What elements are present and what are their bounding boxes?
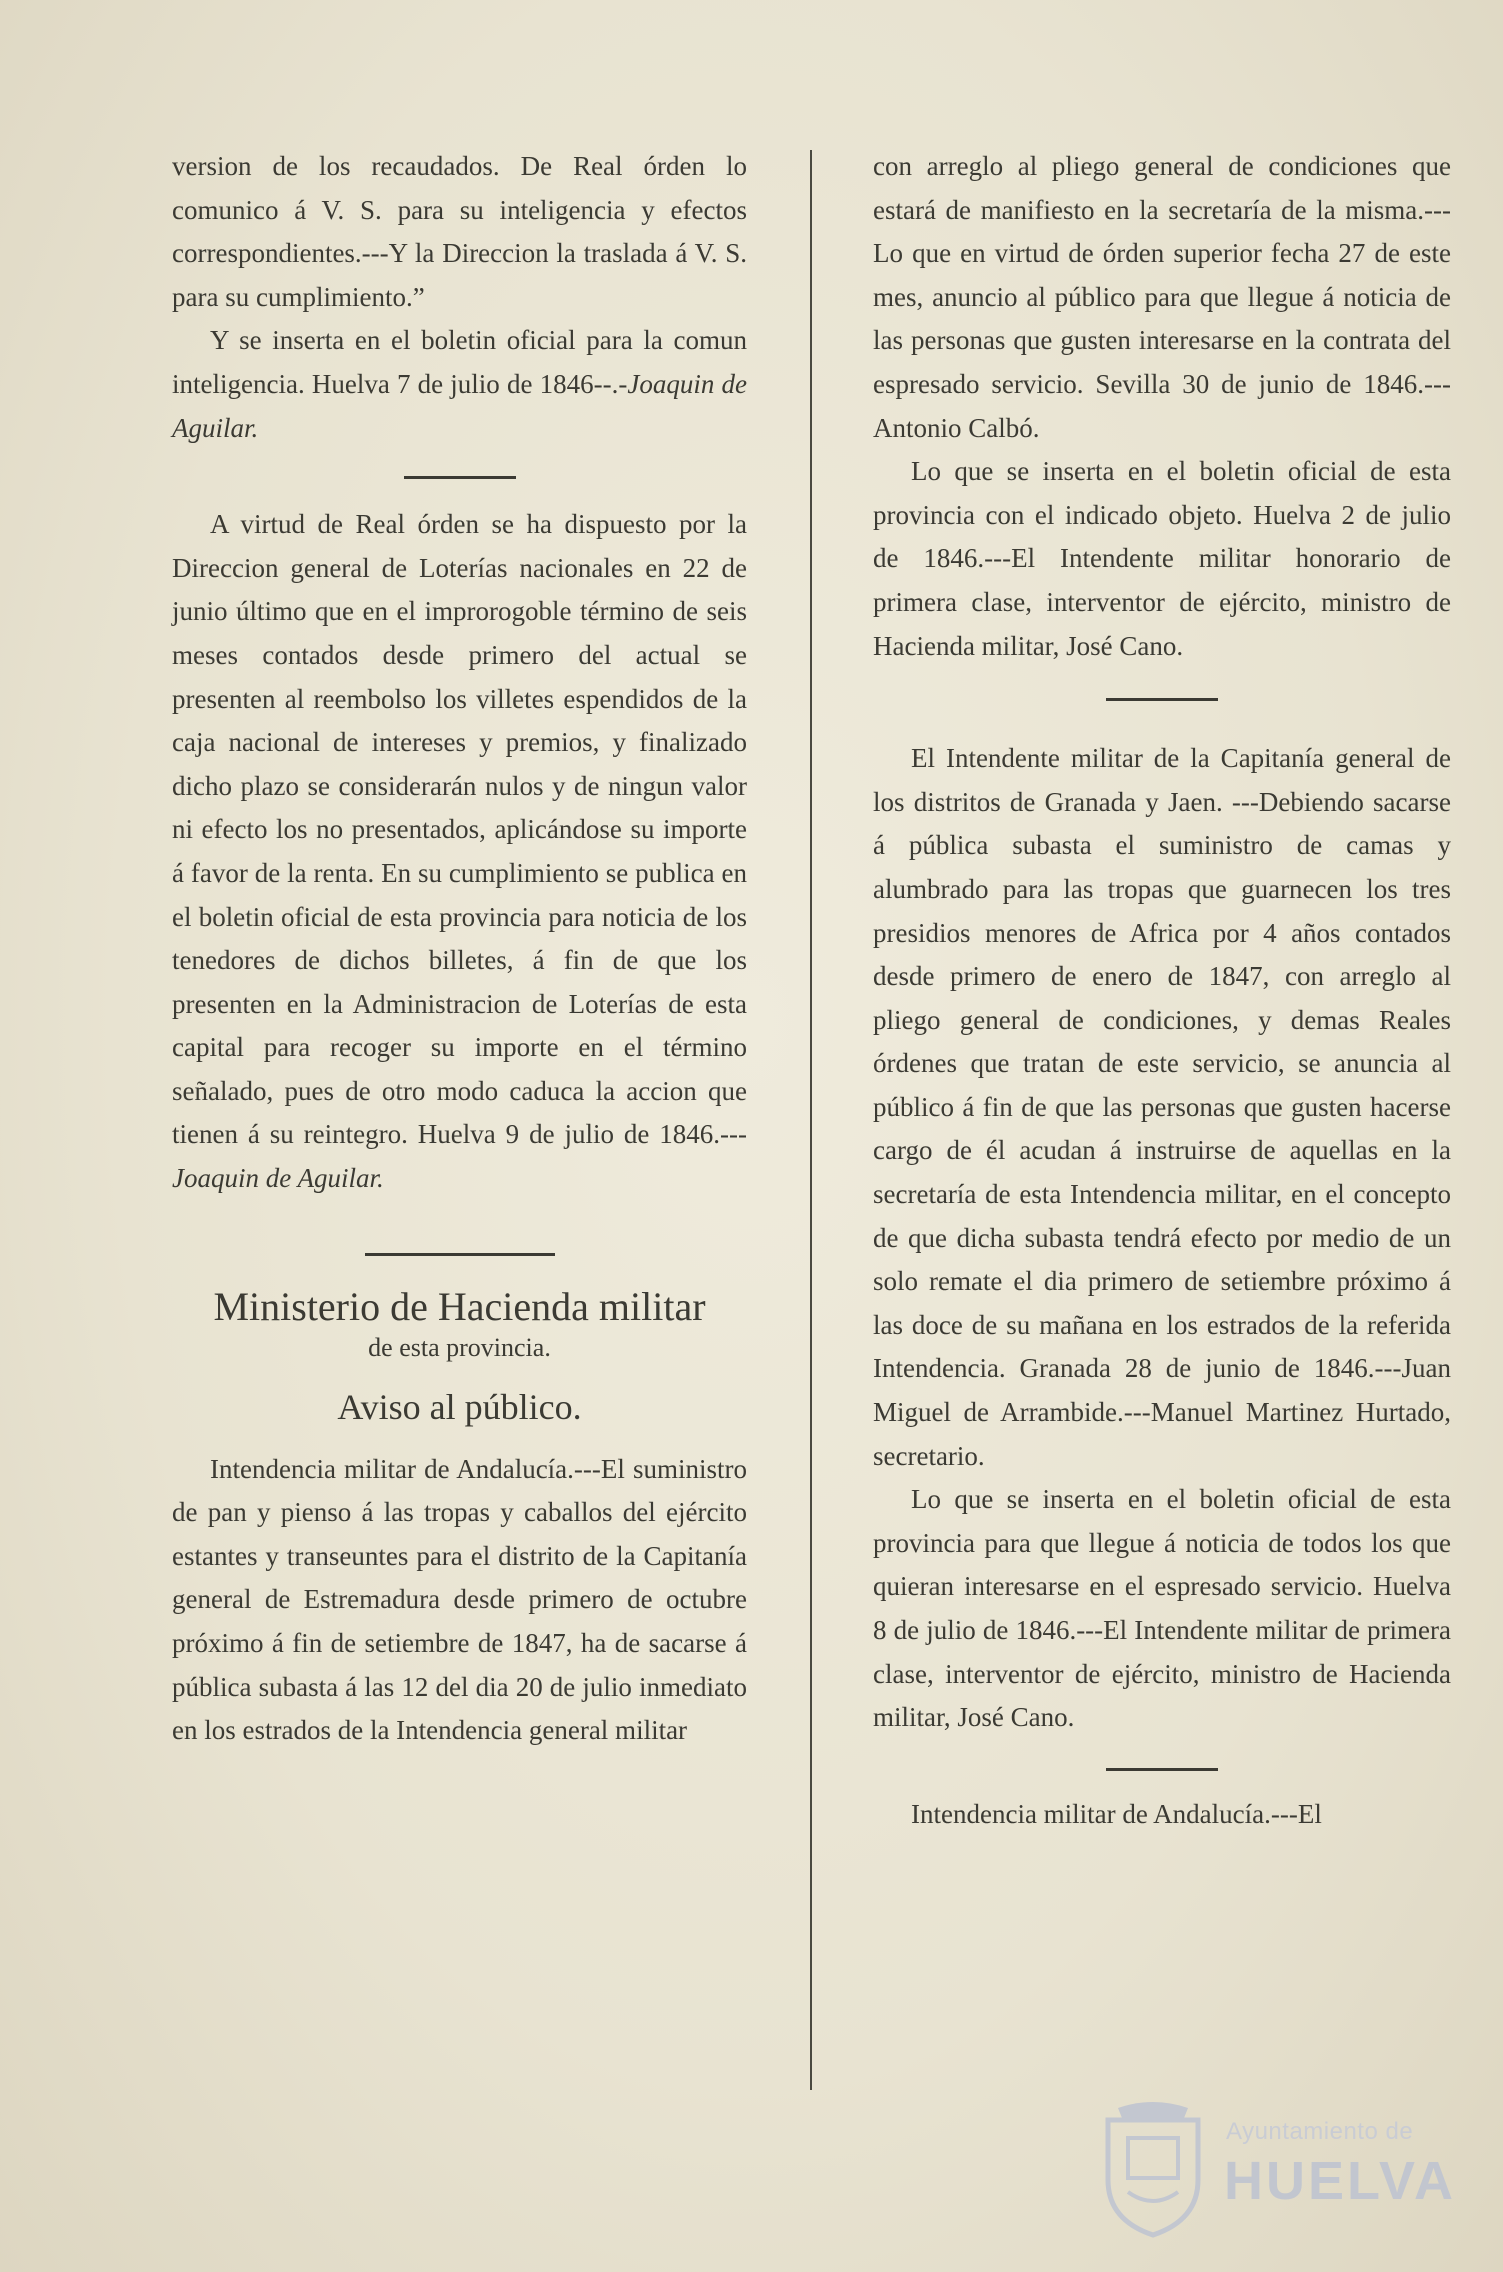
notice-title: Aviso al público.: [337, 1386, 582, 1427]
paragraph-loterias: [172, 503, 747, 1201]
watermark-line1: Ayuntamiento de: [1226, 2118, 1414, 2145]
right-column: [873, 145, 1451, 1836]
watermark-line2: HUELVA: [1224, 2151, 1456, 2211]
signature: Joaquin de Aguilar.: [172, 1163, 384, 1194]
signature: Joaquin de Aguilar.: [172, 368, 747, 443]
paragraph-inserta-julio-7: [172, 319, 747, 450]
section-subtitle: de esta provincia.: [368, 1332, 551, 1362]
paragraph-inserta-julio-8: Lo que se inserta en el boletin oficial de esta provincia para que llegue á noticia de todos los que quieran interesarse en el espresado servicio. Huelva 8 de julio de 1846.---El Intendente militar de primera clase, interventor de ejército, ministro de Hacienda militar, José Cano.: [873, 1484, 1451, 1733]
paragraph-condiciones: con arreglo al pliego general de condiciones que estará de manifiesto en la secretaría de la misma.---Lo que en virtud de órden superior fecha 27 de este mes, anuncio al público para que llegue á noticia de las personas que gusten interesarse en la contrata del espresado servicio. Sevilla 30 de junio de 1846.---Antonio Calbó.: [873, 151, 1451, 443]
paragraph-text: A virtud de Real órden se ha dispuesto por la Direccion general de Loterías nacionales en 22 de junio último que en el improrogoble término de seis meses contados desde primero del actual se presenten al reembolso los villetes espendidos de la caja nacional de intereses y premios, y finalizado dicho plazo se considerarán nulos y de ningun valor ni efecto los no presentados, aplicándose su importe á favor de la renta. En su cumplimiento se publica en el boletin oficial de esta provincia para noticia de los tenedores de dichos billetes, á fin de que los presenten en la Administracion de Loterías de esta capital para recoger su importe en el término señalado, pues de otro modo caduca la accion que tienen á su reintegro. Huelva 9 de julio de 1846.---: [172, 509, 747, 1150]
column-divider: [810, 150, 812, 2090]
paragraph-andalucia-continued: Intendencia militar de Andalucía.---El: [911, 1798, 1322, 1829]
archive-watermark: [1098, 2100, 1456, 2260]
paragraph-inserta-julio-2: Lo que se inserta en el boletin oficial de esta provincia con el indicado objeto. Huelva 2 de julio de 1846.---El Intendente militar honorario de primera clase, interventor de ejército, ministro de Hacienda militar, José Cano.: [873, 456, 1451, 661]
left-column: [172, 145, 747, 1753]
paragraph-intendencia-andalucia: Intendencia militar de Andalucía.---El suministro de pan y pienso á las tropas y caballos del ejército estantes y transeuntes para el distrito de la Capitanía general de Estremadura desde primero de octubre próximo á fin de setiembre de 1847, ha de sacarse á pública subasta á las 12 del dia 20 de julio inmediato en los estrados de la Intendencia general militar: [172, 1453, 747, 1746]
paragraph-text: Y se inserta en el boletin oficial para la comun inteligencia. Huelva 7 de julio de 1846--.-: [172, 325, 747, 399]
paragraph-granada: El Intendente militar de la Capitanía general de los distritos de Granada y Jaen. ---Debiendo sacarse á pública subasta el suministro de camas y alumbrado para las tropas que guarnecen los tres presidios menores de Africa por 4 años contados desde primero de enero de 1847, con arreglo al pliego general de condiciones, y demas Reales órdenes que tratan de este servicio, se anuncia al público á fin de que las personas que gusten hacerse cargo de él acudan á instruirse de aquellas en la secretaría de esta Intendencia militar, en el concepto de que dicha subasta tendrá efecto por medio de un solo remate el dia primero de setiembre próximo á las doce de su mañana en los estrados de la referida Intendencia. Granada 28 de junio de 1846.---Juan Miguel de Arrambide.---Manuel Martinez Hurtado, secretario.: [873, 743, 1451, 1471]
section-title: Ministerio de Hacienda militar: [213, 1283, 706, 1329]
coat-of-arms-icon: [1098, 2100, 1208, 2240]
paragraph-recaudados: version de los recaudados. De Real órden lo comunico á V. S. para su inteligencia y efectos correspondientes.---Y la Direccion la traslada á V. S. para su cumplimiento.”: [172, 151, 747, 312]
